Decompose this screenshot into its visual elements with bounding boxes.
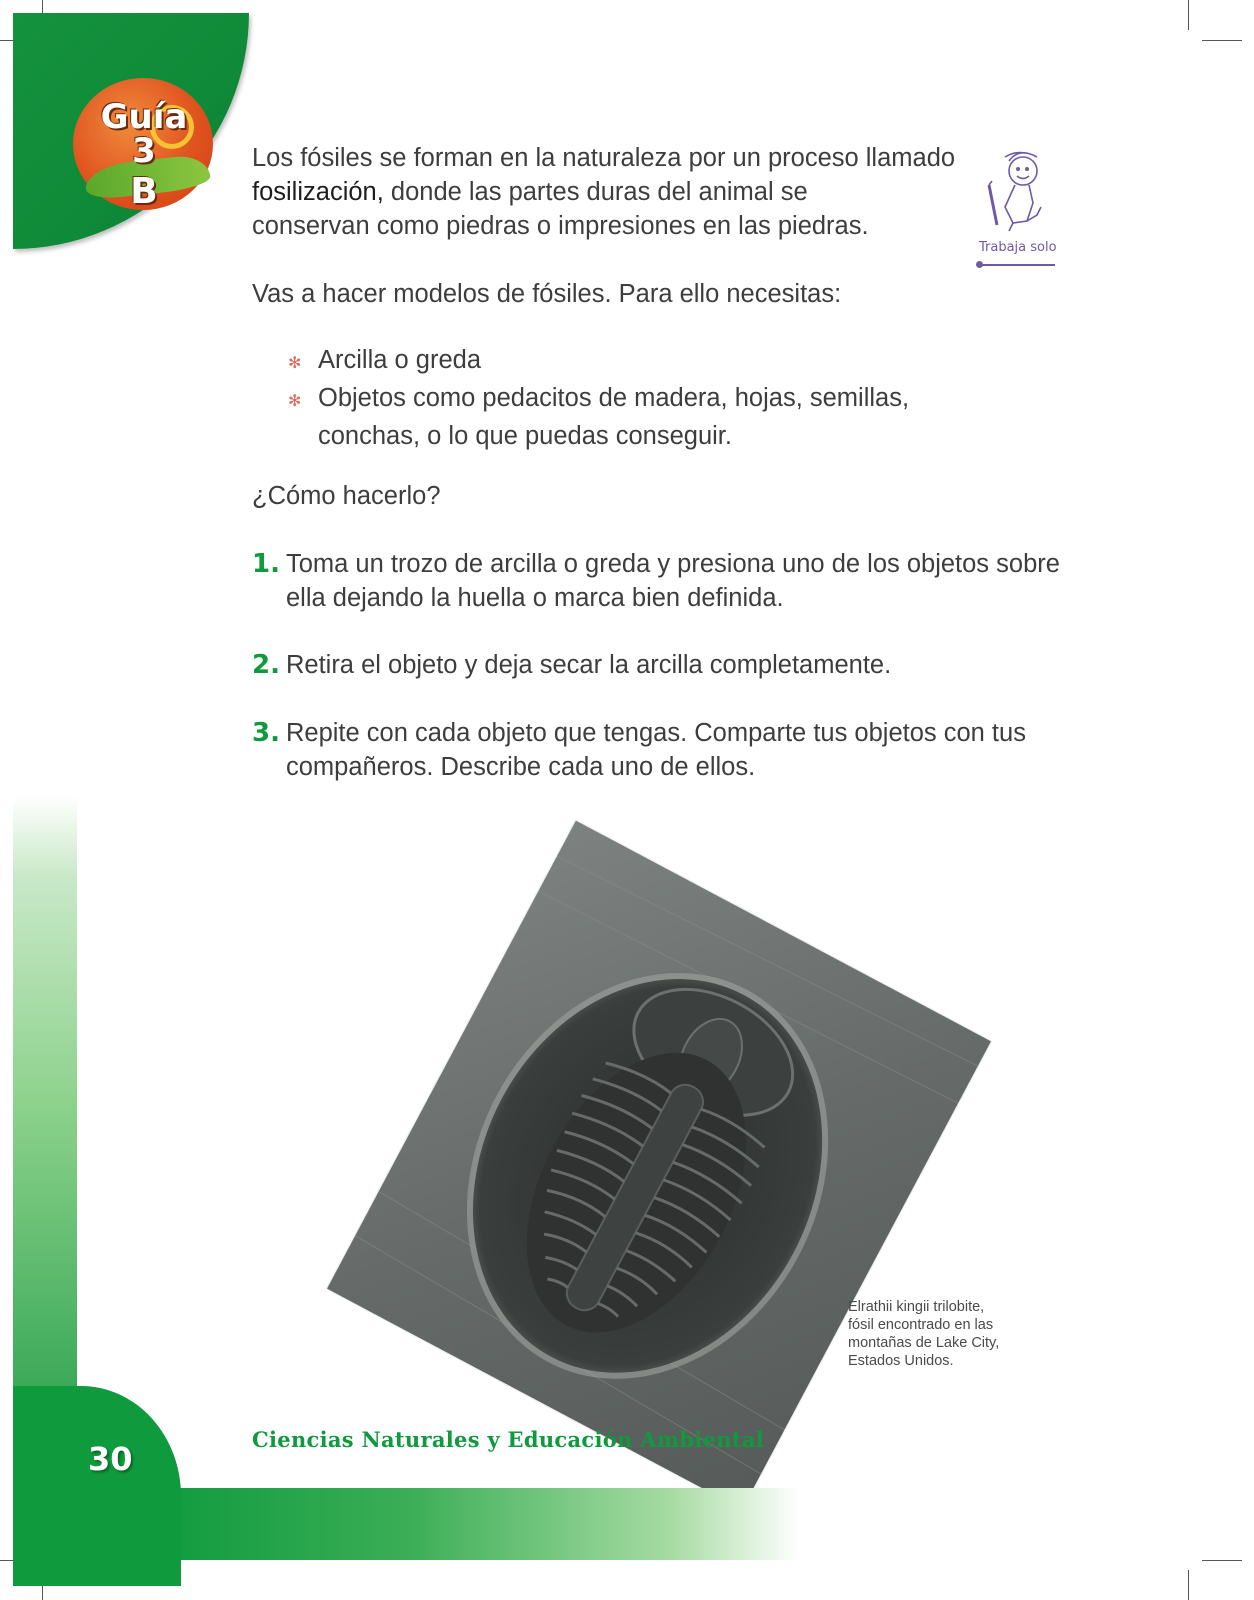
trilobite-fossil-photo xyxy=(327,821,991,1510)
step-1 xyxy=(252,547,1062,615)
step-number: 1. xyxy=(252,549,280,579)
page-number: 30 xyxy=(88,1440,133,1478)
intro-line: Los fósiles se forman en la naturaleza por un proceso llamado xyxy=(252,144,956,172)
step-3 xyxy=(252,716,1062,784)
list-item xyxy=(288,381,909,419)
step-text: Toma un trozo de arcilla o greda y presiona uno de los objetos sobre xyxy=(285,550,1060,578)
caption-line: fósil encontrado en las xyxy=(848,1317,994,1333)
step-text: ella dejando la huella o marca bien definida. xyxy=(286,584,784,612)
intro-line xyxy=(252,175,955,209)
step-text: compañeros. Describe cada uno de ellos. xyxy=(286,753,756,781)
fossilization-term: fosilización, xyxy=(252,178,384,206)
crop-mark xyxy=(1188,1570,1189,1600)
guide-section: B xyxy=(130,171,158,212)
list-item-text: conchas, o lo que puedas conseguir. xyxy=(318,422,732,450)
step-2 xyxy=(252,648,1062,682)
caption-line: montañas de Lake City, xyxy=(848,1335,1000,1351)
intro-paragraph xyxy=(252,141,955,243)
crop-mark xyxy=(1202,40,1242,41)
bottom-decorative-bar xyxy=(150,1488,800,1560)
step-number: 3. xyxy=(252,718,280,748)
list-item xyxy=(288,343,909,381)
intro-line-rest: donde las partes duras del animal se xyxy=(383,178,808,206)
crop-mark xyxy=(1188,0,1189,30)
guide-number: Guía 3 xyxy=(100,97,188,171)
crab-bullet-icon: ✻ xyxy=(288,393,302,410)
step-number: 2. xyxy=(252,650,280,680)
book-title: Ciencias Naturales y Educación Ambiental xyxy=(252,1427,765,1452)
list-item-text: Arcilla o greda xyxy=(318,346,481,374)
step-text: Retira el objeto y deja secar la arcilla completamente. xyxy=(285,651,892,679)
photo-caption xyxy=(848,1298,1018,1370)
list-item-continuation xyxy=(288,419,909,453)
work-alone-underline xyxy=(979,264,1055,266)
materials-list xyxy=(288,343,909,453)
caption-line: Elrathii kingii trilobite, xyxy=(848,1299,985,1315)
work-alone-dot xyxy=(976,261,983,268)
guide-badge-label xyxy=(84,97,204,212)
work-alone-label: Trabaja solo xyxy=(979,240,1057,255)
caption-line: Estados Unidos. xyxy=(848,1353,954,1369)
step-text: Repite con cada objeto que tengas. Comparte tus objetos con tus xyxy=(285,719,1026,747)
trilobite-fossil-image xyxy=(327,821,991,1510)
list-item-text: Objetos como pedacitos de madera, hojas, semillas, xyxy=(318,384,910,412)
intro-line: conservan como piedras o impresiones en las piedras. xyxy=(252,212,869,240)
materials-intro: Vas a hacer modelos de fósiles. Para ello necesitas: xyxy=(252,280,842,308)
how-to-heading: ¿Cómo hacerlo? xyxy=(252,482,441,510)
crop-mark xyxy=(1202,1560,1242,1561)
crab-bullet-icon: ✻ xyxy=(288,355,302,372)
page-number-block xyxy=(13,1386,181,1586)
